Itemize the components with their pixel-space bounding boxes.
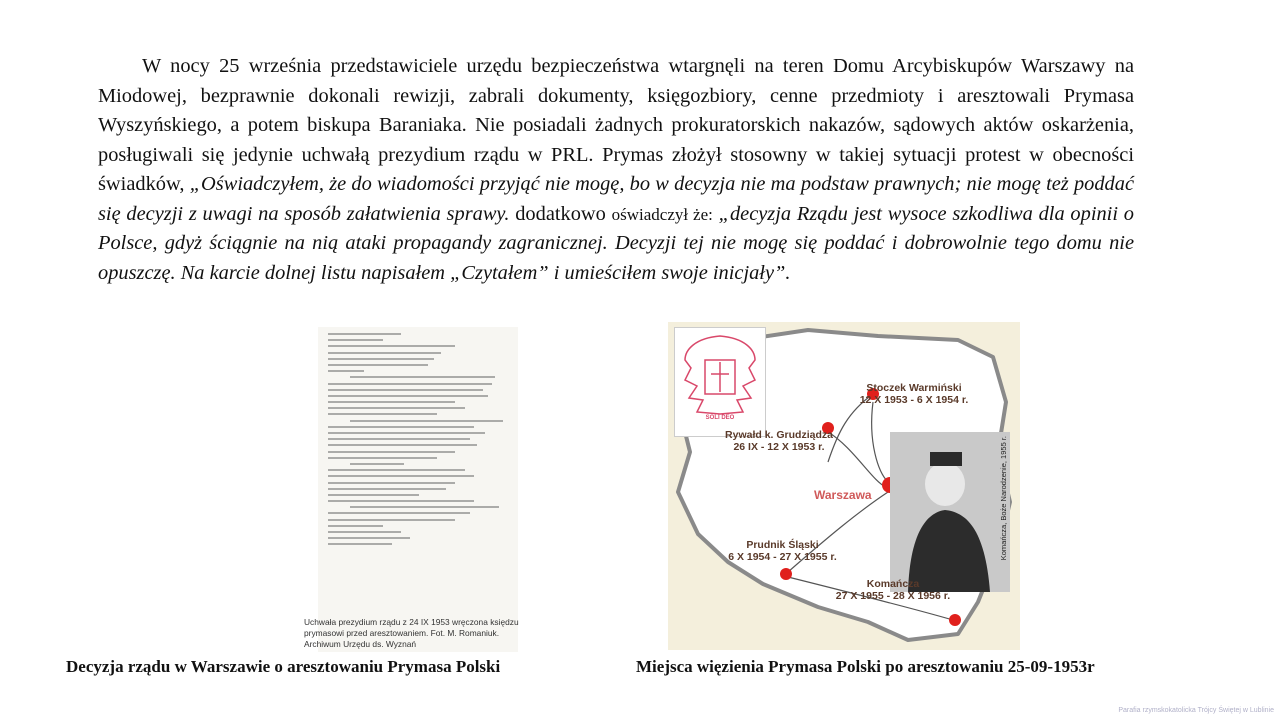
document-caption: Uchwała prezydium rządu z 24 IX 1953 wręczona księdzu prymasowi przed aresztowaniem. Fot. M. Romaniuk. Archiwum Urzędu ds. Wyznań xyxy=(304,617,519,649)
document-line xyxy=(328,364,428,366)
document-line xyxy=(328,482,455,484)
document-line xyxy=(350,420,503,422)
document-line xyxy=(328,370,364,372)
document-line xyxy=(328,543,392,545)
document-text-lines xyxy=(328,333,510,604)
document-line xyxy=(328,389,483,391)
primate-photo xyxy=(890,432,1010,592)
document-line xyxy=(328,469,465,471)
government-decision-document xyxy=(304,327,519,652)
document-line xyxy=(350,463,405,465)
document-line xyxy=(328,537,410,539)
label-warszawa: Warszawa xyxy=(814,488,872,502)
document-line xyxy=(328,519,455,521)
footer-text: Parafia rzymskokatolicka Trójcy Świętej w Lublinie xyxy=(1118,707,1274,714)
photo-credit: Komańcza, Boże Narodzenie, 1955 r. xyxy=(999,436,1008,561)
document-line xyxy=(328,494,419,496)
label-rywald-dates: 26 IX - 12 X 1953 r. xyxy=(733,441,825,453)
document-line xyxy=(328,395,488,397)
label-prudnik-dates: 6 X 1954 - 27 X 1955 r. xyxy=(728,551,837,563)
document-line xyxy=(328,531,401,533)
document-line xyxy=(328,444,477,446)
document-line xyxy=(328,413,437,415)
caption-left: Decyzja rządu w Warszawie o aresztowaniu Prymasa Polski xyxy=(66,657,501,676)
label-komancza-name: Komańcza xyxy=(866,578,920,590)
label-prudnik xyxy=(720,539,845,563)
paragraph-quote-2: „decyzja Rządu jest wysoce szkodliwa dla opinii o Polsce, gdyż ściągnie na nią ataki propagandy zagranicznej. Decyzji tej nie mogę się poddać i dobrowolnie tego domu nie opuszczę. Na karcie dolnej listu napisałem „Czytałem” i umieściłem swoje inicjały”. xyxy=(98,202,1134,284)
label-rywald xyxy=(724,429,834,453)
main-paragraph xyxy=(98,52,1134,288)
document-line xyxy=(328,457,437,459)
document-line xyxy=(328,339,383,341)
document-line xyxy=(328,488,446,490)
marker-komancza xyxy=(949,614,961,626)
label-stoczek-name: Stoczek Warmiński xyxy=(866,382,962,394)
marker-prudnik xyxy=(780,568,792,580)
document-line xyxy=(350,506,499,508)
portrait-icon xyxy=(890,432,1010,592)
label-stoczek xyxy=(854,382,974,406)
document-line xyxy=(328,401,455,403)
document-line xyxy=(328,500,474,502)
caption-right: Miejsca więzienia Prymasa Polski po aresztowaniu 25-09-1953r xyxy=(636,657,1095,676)
document-line xyxy=(328,512,470,514)
document-line xyxy=(328,352,441,354)
document-line xyxy=(328,438,470,440)
document-line xyxy=(328,525,383,527)
label-prudnik-name: Prudnik Śląski xyxy=(746,539,819,551)
document-line xyxy=(328,475,474,477)
document-line xyxy=(328,333,401,335)
paragraph-small-text: oświadczył że: xyxy=(611,204,713,224)
prison-locations-map xyxy=(668,322,1020,650)
document-line xyxy=(328,407,465,409)
coat-motto: SOLI DEO xyxy=(705,415,735,421)
document-line xyxy=(350,376,496,378)
document-line xyxy=(328,451,455,453)
document-line xyxy=(328,426,474,428)
label-rywald-name: Rywałd k. Grudziądza xyxy=(725,429,833,441)
document-line xyxy=(328,383,492,385)
paragraph-quote-1: „Oświadczyłem, że do wiadomości przyjąć nie mogę, bo w decyzja nie ma podstaw prawnych; nie mogę też poddać się decyzji z uwagi na sposób załatwienia sprawy. xyxy=(98,173,1135,225)
label-komancza xyxy=(818,578,968,602)
label-komancza-dates: 27 X 1955 - 28 X 1956 r. xyxy=(835,590,951,602)
label-stoczek-dates: 12 X 1953 - 6 X 1954 r. xyxy=(859,394,969,406)
paragraph-text-1: W nocy 25 września przedstawiciele urzędu bezpieczeństwa wtargnęli na teren Domu Arcybiskupów Warszawy na Miodowej, bezprawnie dokonali rewizji, zabrali dokumenty, księgozbiory, cenne przedmioty i aresztowali Prymasa Wyszyńskiego, a potem biskupa Baraniaka. Nie posiadali żadnych prokuratorskich nakazów, sądowych aktów oskarżenia, posługiwali się jedynie uchwałą prezydium rządu w PRL. Prymas złożył stosowny w takiej sytuacji protest w obecności świadków, xyxy=(98,55,1134,195)
document-line xyxy=(328,432,485,434)
paragraph-text-2: dodatkowo xyxy=(509,202,612,225)
document-line xyxy=(328,345,455,347)
document-line xyxy=(328,358,434,360)
